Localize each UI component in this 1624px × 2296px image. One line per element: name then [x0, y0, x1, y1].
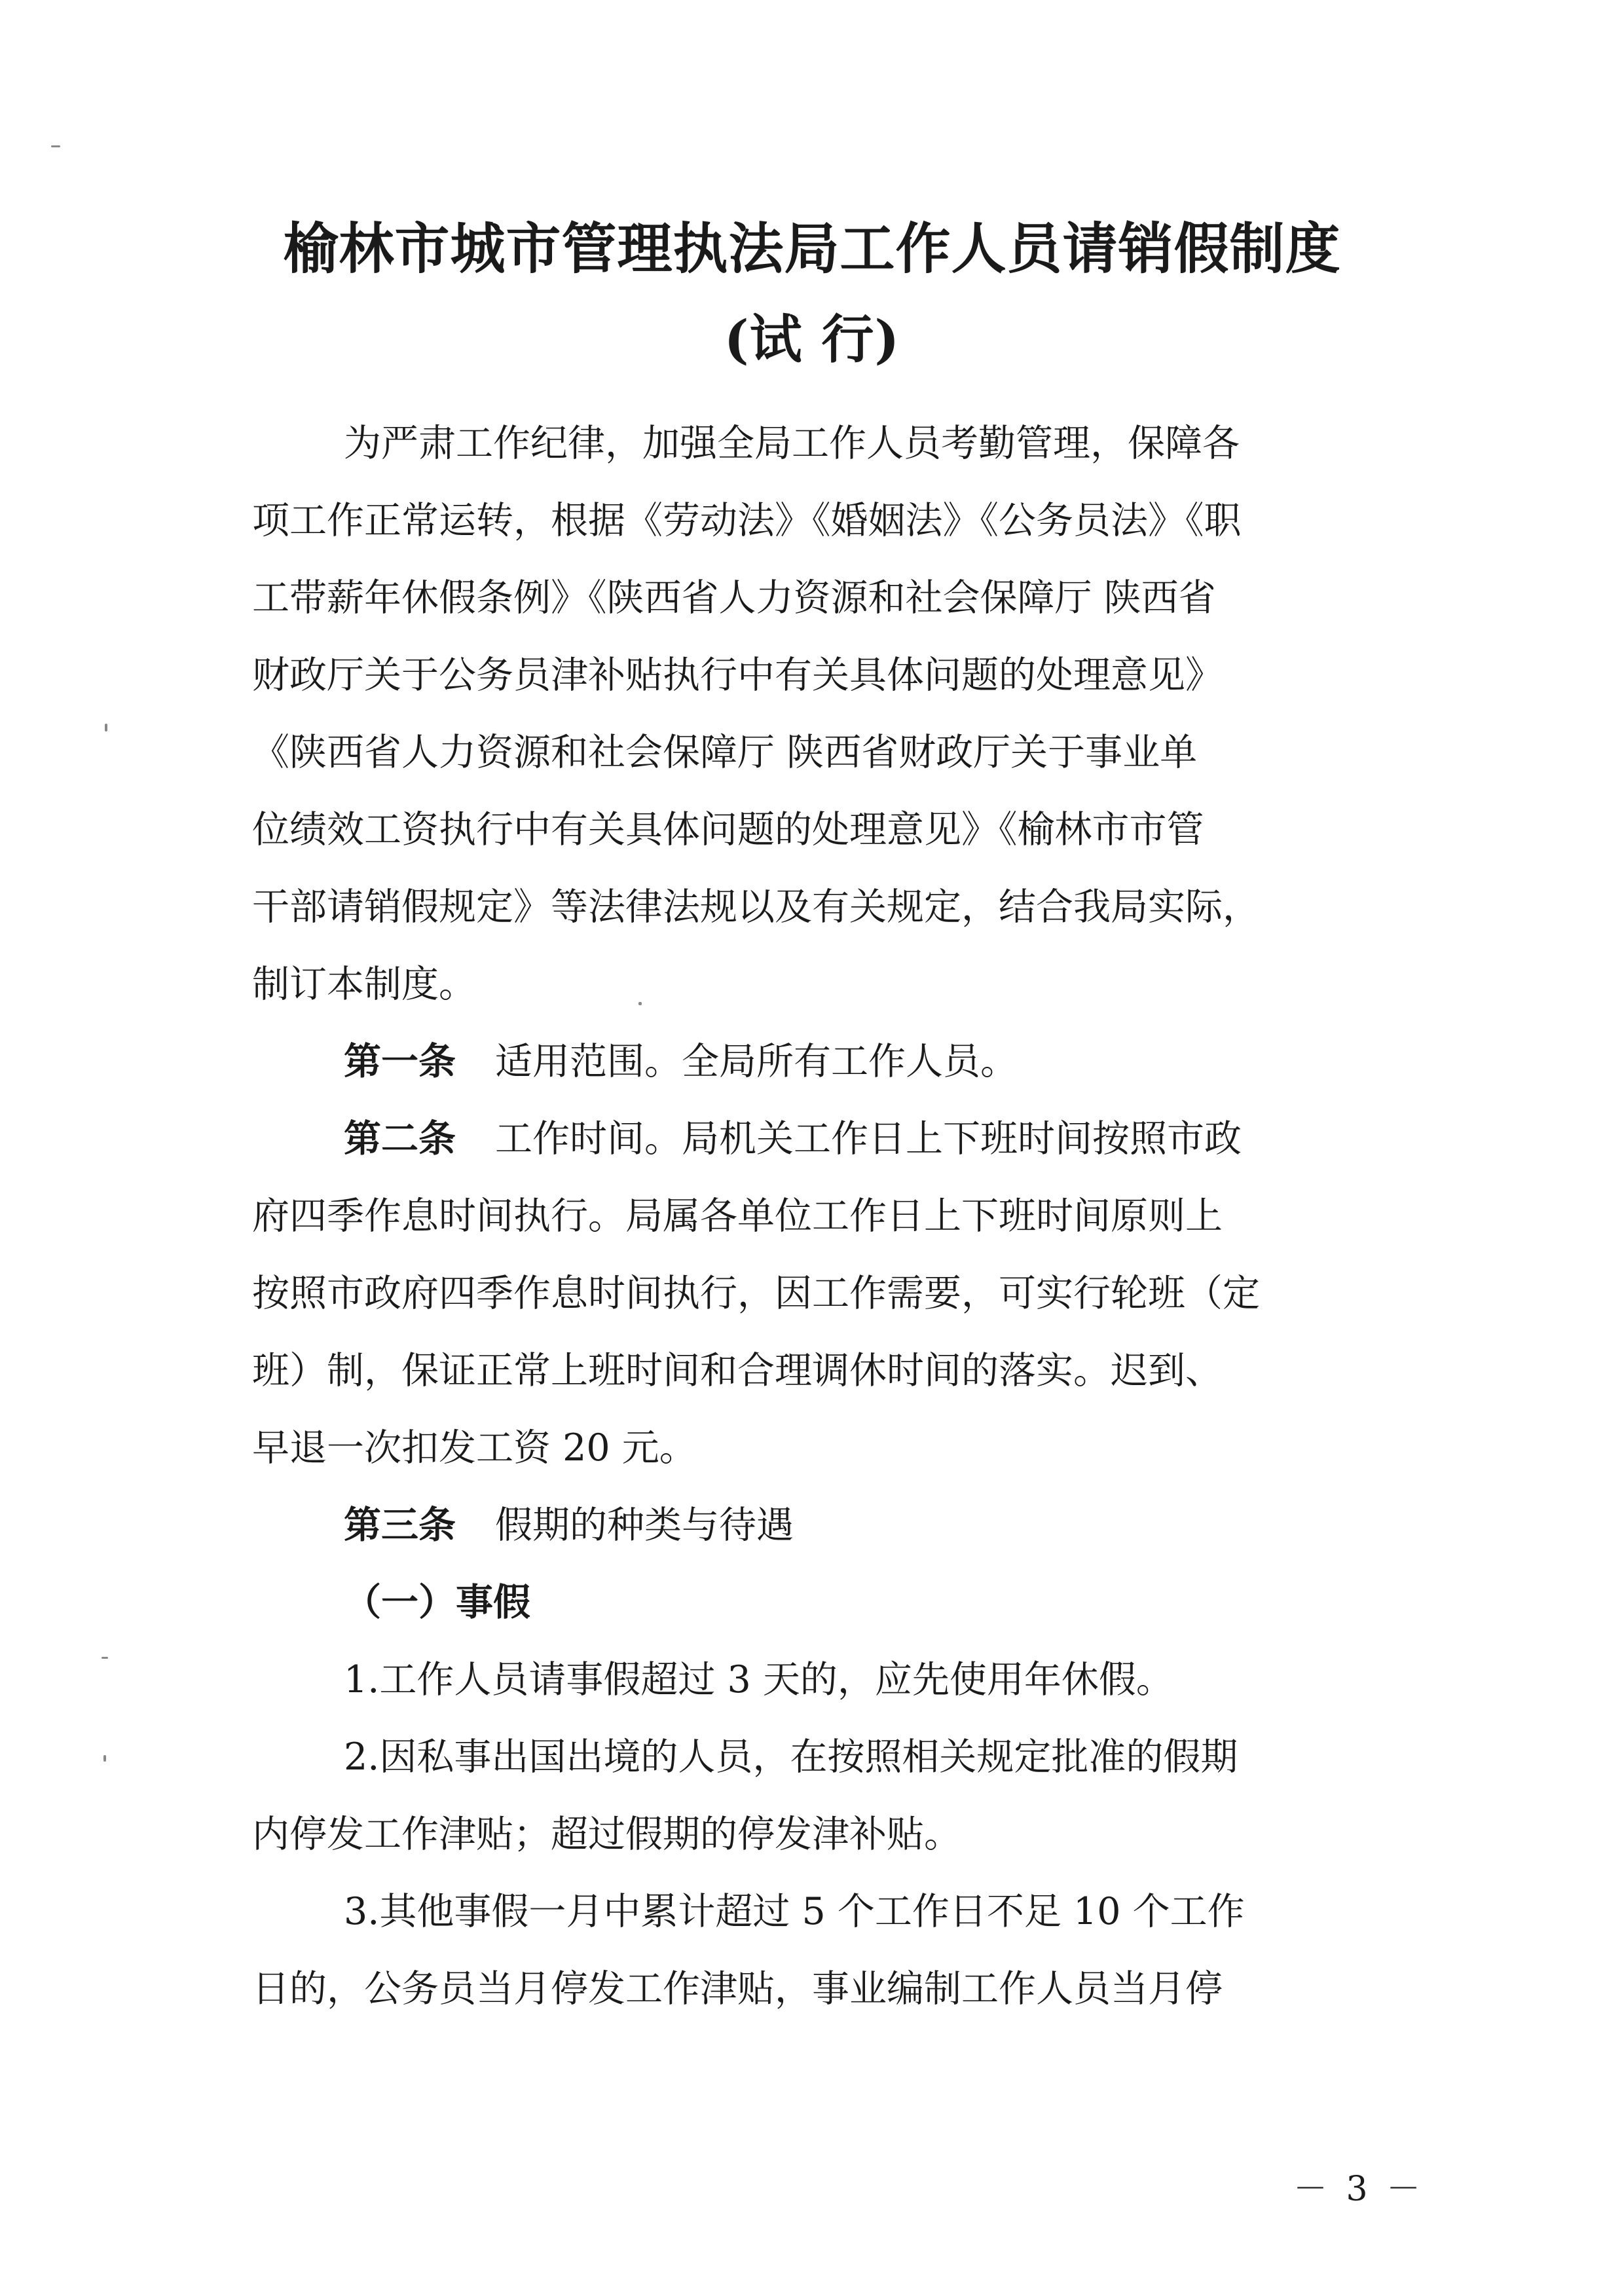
document-title: 榆林市城市管理执法局工作人员请销假制度 [283, 216, 1341, 281]
text-line [252, 1100, 1378, 1177]
article-2-label: 第二条 [344, 1117, 456, 1160]
text-line: 府四季作息时间执行。局属各单位工作日上下班时间原则上 [252, 1194, 1223, 1238]
text-line: 班）制，保证正常上班时间和合理调休时间的落实。迟到、 [252, 1349, 1223, 1392]
intro-paragraph [252, 405, 1378, 1023]
text-line: 为严肃工作纪律，加强全局工作人员考勤管理，保障各 [344, 422, 1240, 465]
text-line: 早退一次扣发工资 20 元。 [252, 1426, 697, 1470]
text-line: 2.因私事出国出境的人员，在按照相关规定批准的假期 [344, 1735, 1238, 1779]
page-number: － 3 － [1293, 2170, 1425, 2209]
article-3 [252, 1487, 1378, 1564]
item-1 [252, 1641, 1378, 1718]
scan-speck [103, 1755, 106, 1762]
text-line: 3.其他事假一月中累计超过 5 个工作日不足 10 个工作 [344, 1890, 1245, 1933]
article-3-label: 第三条 [344, 1503, 456, 1547]
scan-speck [51, 145, 60, 147]
item-3 [252, 1873, 1378, 2028]
text-line: 制订本制度。 [252, 963, 476, 1006]
text-line: 工带薪年休假条例》《陕西省人力资源和社会保障厅 陕西省 [252, 576, 1216, 620]
scan-speck [101, 1657, 108, 1659]
item-2 [252, 1718, 1378, 1873]
scan-speck [105, 724, 107, 731]
text-line: 项工作正常运转，根据《劳动法》《婚姻法》《公务员法》《职 [252, 499, 1242, 542]
document-subtitle: (试 行) [724, 308, 900, 370]
section-1-heading [252, 1564, 1378, 1641]
document-body [252, 405, 1378, 2028]
text-line [252, 1487, 1378, 1564]
text-line [252, 1023, 1378, 1100]
article-3-text: 假期的种类与待遇 [495, 1504, 794, 1547]
text-line: 日的，公务员当月停发工作津贴，事业编制工作人员当月停 [252, 1967, 1223, 2010]
article-2-text: 工作时间。局机关工作日上下班时间按照市政 [495, 1117, 1242, 1160]
article-2 [252, 1100, 1378, 1487]
text-line: 1.工作人员请事假超过 3 天的，应先使用年休假。 [344, 1658, 1173, 1701]
text-line: （一）事假 [344, 1580, 530, 1624]
text-line: 《陕西省人力资源和社会保障厅 陕西省财政厅关于事业单 [252, 731, 1198, 774]
text-line: 干部请销假规定》等法律法规以及有关规定，结合我局实际， [252, 885, 1260, 929]
text-line: 财政厅关于公务员津补贴执行中有关具体问题的处理意见》 [252, 654, 1223, 697]
article-1-label: 第一条 [344, 1039, 456, 1083]
text-line: 位绩效工资执行中有关具体问题的处理意见》《榆林市市管 [252, 808, 1204, 851]
text-line: 内停发工作津贴；超过假期的停发津补贴。 [252, 1813, 961, 1856]
article-1 [252, 1023, 1378, 1100]
text-line: 按照市政府四季作息时间执行，因工作需要，可实行轮班（定 [252, 1272, 1260, 1315]
article-1-text: 适用范围。全局所有工作人员。 [495, 1040, 1018, 1083]
